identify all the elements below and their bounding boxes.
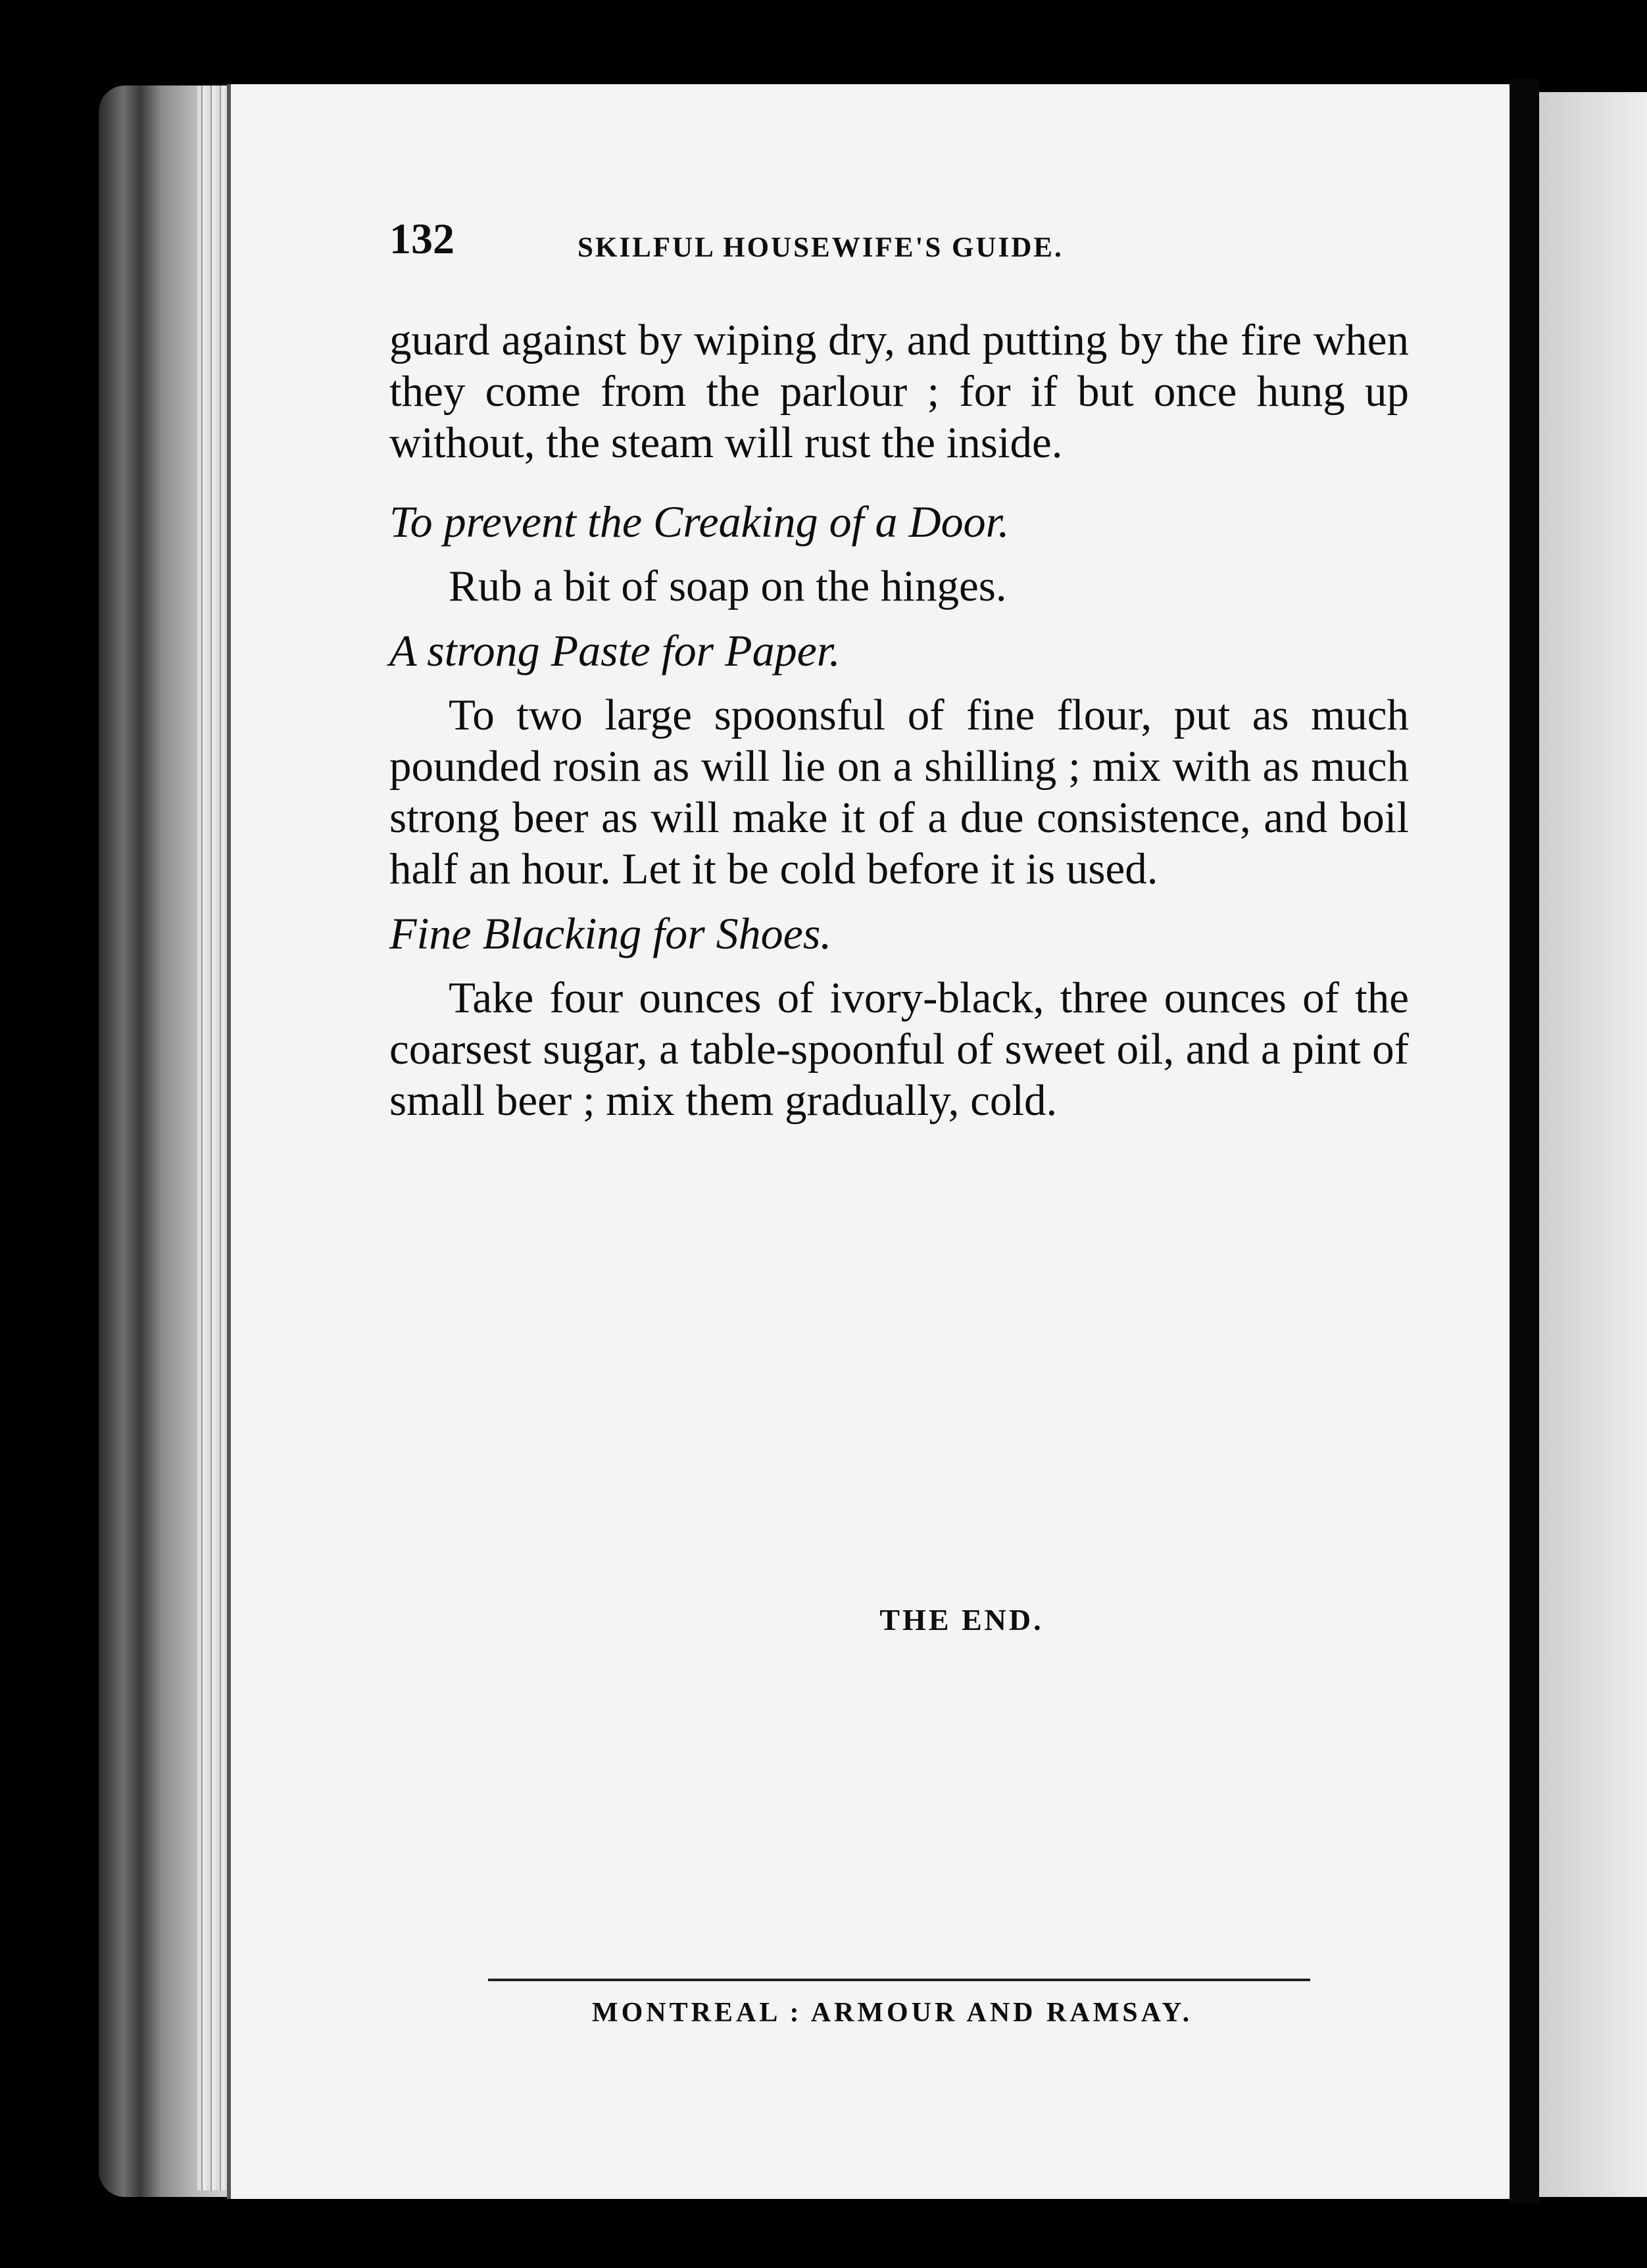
imprint-rule <box>488 1979 1310 1981</box>
the-end-label: THE END. <box>879 1603 1044 1637</box>
section-heading-blacking: Fine Blacking for Shoes. <box>389 908 832 958</box>
section-text-paste: To two large spoonsful of fine flour, put as much pounded rosin as will lie on a shilling ; mix with as much strong beer as will make it of a due consistence, and boil half an hour. Let it be cold before it is used. <box>389 691 1409 893</box>
section-heading-door: To prevent the Creaking of a Door. <box>389 497 1010 547</box>
section-heading-paste: A strong Paste for Paper. <box>389 626 841 676</box>
facing-page-edge <box>1539 92 1647 2197</box>
publisher-imprint: MONTREAL : ARMOUR AND RAMSAY. <box>592 1998 1193 2028</box>
running-title: SKILFUL HOUSEWIFE'S GUIDE. <box>578 232 1064 263</box>
page-number: 132 <box>389 215 455 263</box>
page-body <box>389 314 1409 1126</box>
section-text-door: Rub a bit of soap on the hinges. <box>449 562 1007 610</box>
intro-paragraph: guard against by wiping dry, and putting by the fire when they come from the parlour ; for if but once hung up without, the steam will rust the inside. <box>389 316 1409 467</box>
gutter-shadow <box>1510 79 1539 2204</box>
section-text-blacking: Take four ounces of ivory-black, three ounces of the coarsest sugar, a table-spoonful of sweet oil, and a pint of small beer ; mix them gradually, cold. <box>389 974 1409 1125</box>
page-header <box>389 214 1264 274</box>
